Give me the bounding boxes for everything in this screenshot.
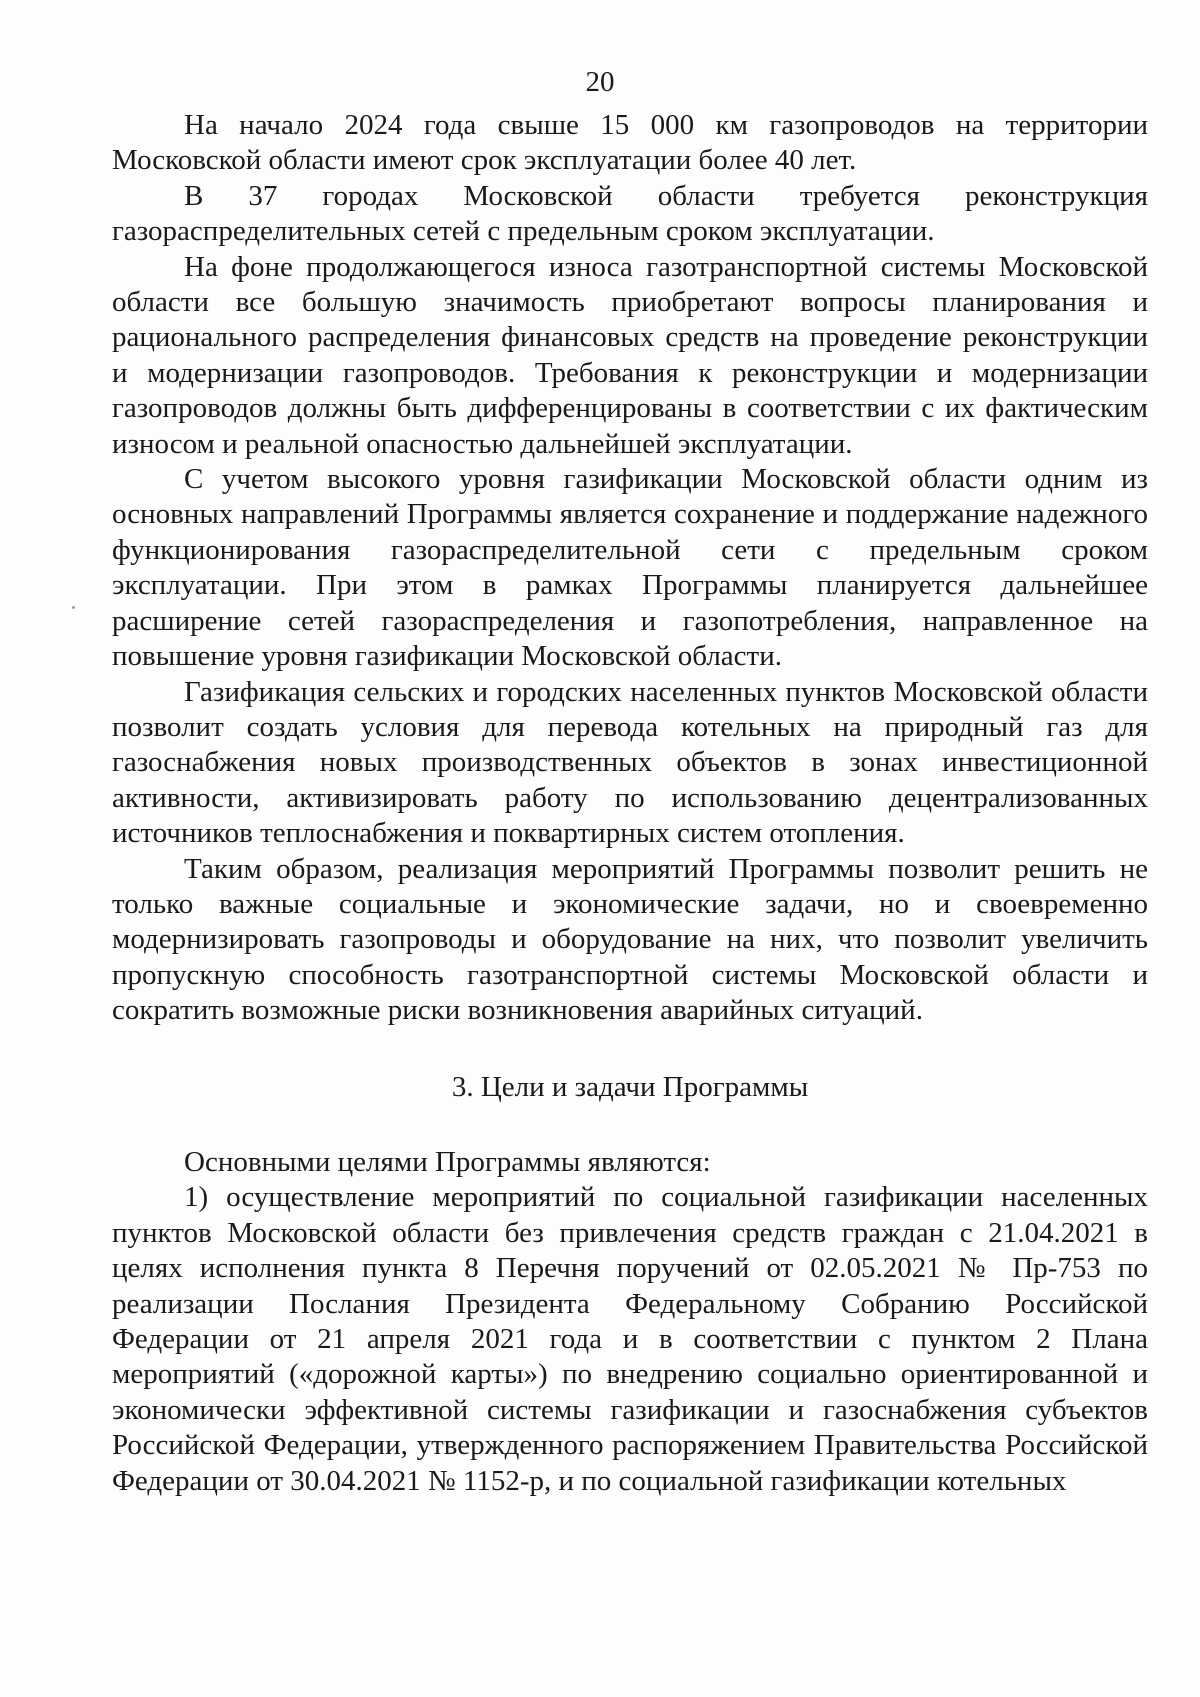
paragraph-pipelines-age: На начало 2024 года свыше 15 000 км газопроводов на территории Московской области имеют срок эксплуатации более 40 лет. bbox=[112, 109, 1148, 177]
paragraph-wear-planning: На фоне продолжающегося износа газотранспортной системы Московской области все большую значимость приобретают вопросы планирования и рационального распределения финансовых средств на проведение реконструкции и модернизации газопроводов. Требования к реконструкции и модернизации газопроводов должны быть дифференцированы в соответствии с их фактическим износом и реальной опасностью дальнейшей эксплуатации. bbox=[112, 250, 1148, 460]
paragraph-cities-reconstruction: В 37 городах Московской области требуется реконструкция газораспределительных сетей с предельным сроком эксплуатации. bbox=[112, 179, 1148, 248]
paragraph-gasification-benefits: Газификация сельских и городских населенных пунктов Московской области позволит создать условия для перевода котельных на природный газ для газоснабжения новых производственных объектов в зонах инвестиционной активности, активизировать работу по использованию децентрализованных источников теплоснабжения и поквартирных систем отопления. bbox=[112, 675, 1148, 850]
page-number: 20 bbox=[585, 66, 615, 98]
paragraph-goal-1: 1) осуществление мероприятий по социальной газификации населенных пунктов Московской области без привлечения средств граждан с 21.04.2021 в целях исполнения пункта 8 Перечня поручений от 02.05.2021 № Пр-753 по реализации Послания Президента Федеральному Собранию Российской Федерации от 21 апреля 2021 года и в соответствии с пунктом 2 Плана мероприятий («дорожной карты») по внедрению социально ориентированной и экономически эффективной системы газификации и газоснабжения субъектов Российской Федерации, утвержденного распоряжением Правительства Российской Федерации от 30.04.2021 № 1152-р, и по социальной газификации котельных bbox=[112, 1181, 1148, 1497]
document-body bbox=[112, 108, 1148, 1499]
paragraph-conclusion: Таким образом, реализация мероприятий Программы позволит решить не только важные социальные и экономические задачи, но и своевременно модернизировать газопроводы и оборудование на них, что позволит увеличить пропускную способность газотранспортной системы Московской области и сократить возможные риски возникновения аварийных ситуаций. bbox=[112, 852, 1148, 1027]
paragraph-program-direction: С учетом высокого уровня газификации Московской области одним из основных направлений Программы является сохранение и поддержание надежного функционирования газораспределительной сети с предельным сроком эксплуатации. При этом в рамках Программы планируется дальнейшее расширение сетей газораспределения и газопотребления, направленное на повышение уровня газификации Московской области. bbox=[112, 463, 1148, 673]
paragraph-goals-intro: Основными целями Программы являются: bbox=[184, 1145, 711, 1178]
margin-speck bbox=[72, 606, 75, 609]
section-heading: 3. Цели и задачи Программы bbox=[451, 1070, 809, 1103]
